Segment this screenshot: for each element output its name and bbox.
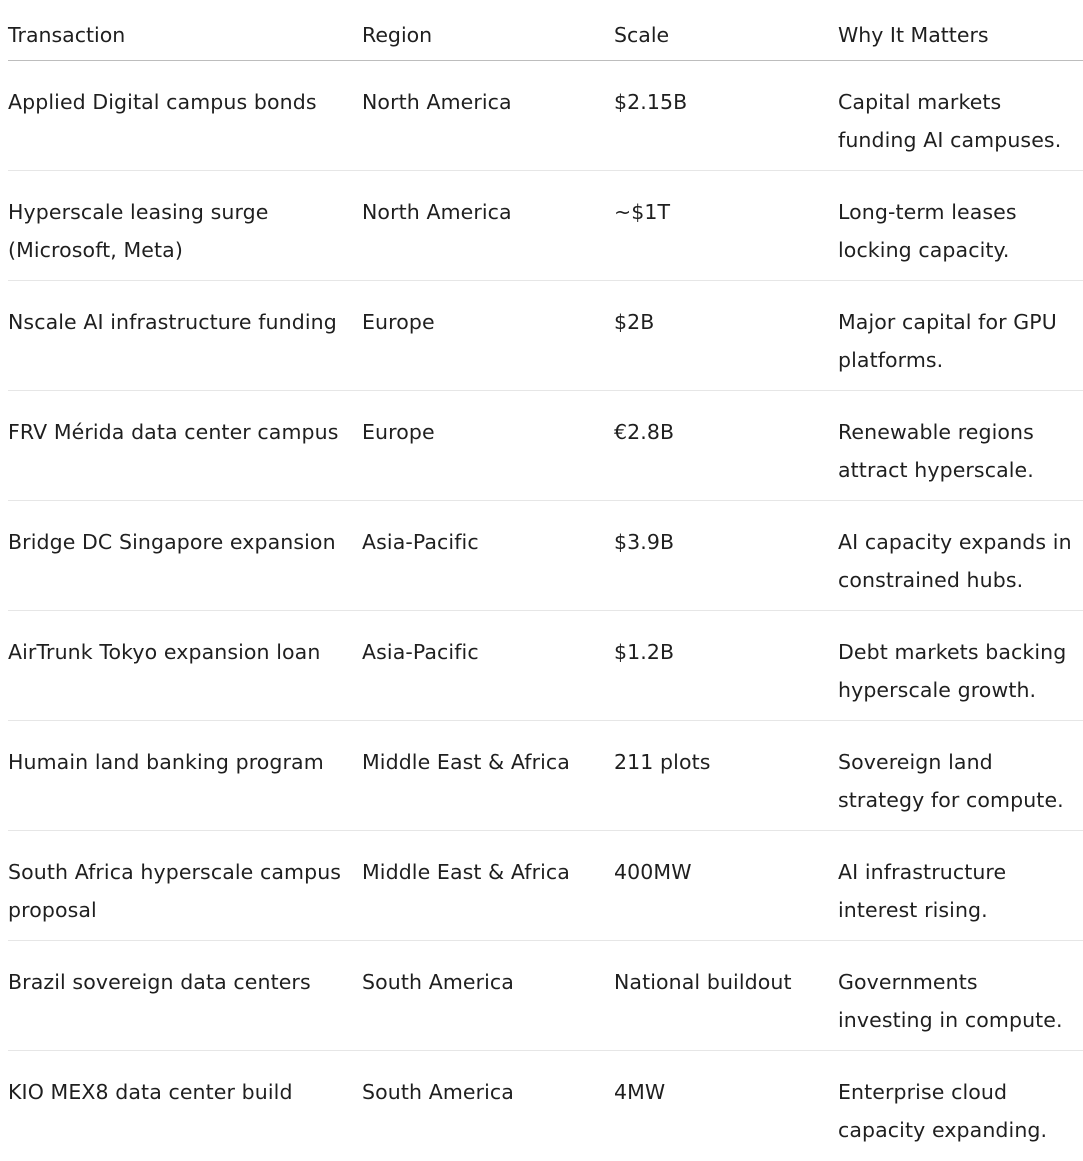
table-row xyxy=(8,1051,1083,1161)
cell-transaction: KIO MEX8 data center build xyxy=(8,1080,293,1104)
table-row xyxy=(8,61,1083,171)
cell-transaction: Nscale AI infrastructure funding xyxy=(8,310,337,334)
header-why-it-matters: Why It Matters xyxy=(838,23,989,47)
cell-region: South America xyxy=(362,1080,514,1104)
cell-why: Enterprise cloud capacity expanding. xyxy=(838,1080,1048,1142)
table-row xyxy=(8,171,1083,281)
cell-region: Europe xyxy=(362,310,435,334)
cell-region: Asia-Pacific xyxy=(362,640,479,664)
cell-transaction: FRV Mérida data center campus xyxy=(8,420,339,444)
cell-transaction: Humain land banking program xyxy=(8,750,324,774)
header-region: Region xyxy=(362,23,433,47)
cell-region: Middle East & Africa xyxy=(362,750,570,774)
cell-region: North America xyxy=(362,200,512,224)
cell-transaction: Applied Digital campus bonds xyxy=(8,90,317,114)
cell-why: AI infrastructure interest rising. xyxy=(838,860,1007,922)
cell-scale: $1.2B xyxy=(614,640,675,664)
cell-region: Europe xyxy=(362,420,435,444)
table-row xyxy=(8,611,1083,721)
header-transaction: Transaction xyxy=(8,23,126,47)
cell-region: South America xyxy=(362,970,514,994)
cell-scale: ~$1T xyxy=(614,200,671,224)
cell-scale: $2B xyxy=(614,310,655,334)
cell-transaction: Brazil sovereign data centers xyxy=(8,970,311,994)
cell-transaction: South Africa hyperscale campus proposal xyxy=(8,860,342,922)
table-row xyxy=(8,391,1083,501)
cell-region: North America xyxy=(362,90,512,114)
table-row xyxy=(8,941,1083,1051)
cell-scale: National buildout xyxy=(614,970,792,994)
cell-why: Sovereign land strategy for compute. xyxy=(838,750,1064,812)
table-row xyxy=(8,281,1083,391)
cell-why: Long-term leases locking capacity. xyxy=(838,200,1017,262)
cell-why: Debt markets backing hyperscale growth. xyxy=(838,640,1067,702)
cell-scale: $2.15B xyxy=(614,90,688,114)
cell-scale: 211 plots xyxy=(614,750,711,774)
cell-region: Middle East & Africa xyxy=(362,860,570,884)
cell-transaction: Bridge DC Singapore expansion xyxy=(8,530,336,554)
header-scale: Scale xyxy=(614,23,670,47)
cell-why: Capital markets funding AI campuses. xyxy=(838,90,1062,152)
cell-region: Asia-Pacific xyxy=(362,530,479,554)
cell-transaction: AirTrunk Tokyo expansion loan xyxy=(8,640,321,664)
cell-why: Governments investing in compute. xyxy=(838,970,1063,1032)
table-row xyxy=(8,501,1083,611)
cell-scale: €2.8B xyxy=(614,420,675,444)
cell-why: Major capital for GPU platforms. xyxy=(838,310,1057,372)
cell-why: Renewable regions attract hyperscale. xyxy=(838,420,1034,482)
transactions-table xyxy=(8,0,1083,1161)
cell-why: AI capacity expands in constrained hubs. xyxy=(838,530,1072,592)
cell-scale: 4MW xyxy=(614,1080,666,1104)
cell-scale: $3.9B xyxy=(614,530,675,554)
cell-scale: 400MW xyxy=(614,860,692,884)
table-header xyxy=(8,0,1083,61)
table-row xyxy=(8,721,1083,831)
table-row xyxy=(8,831,1083,941)
cell-transaction: Hyperscale leasing surge (Microsoft, Meta) xyxy=(8,200,269,262)
